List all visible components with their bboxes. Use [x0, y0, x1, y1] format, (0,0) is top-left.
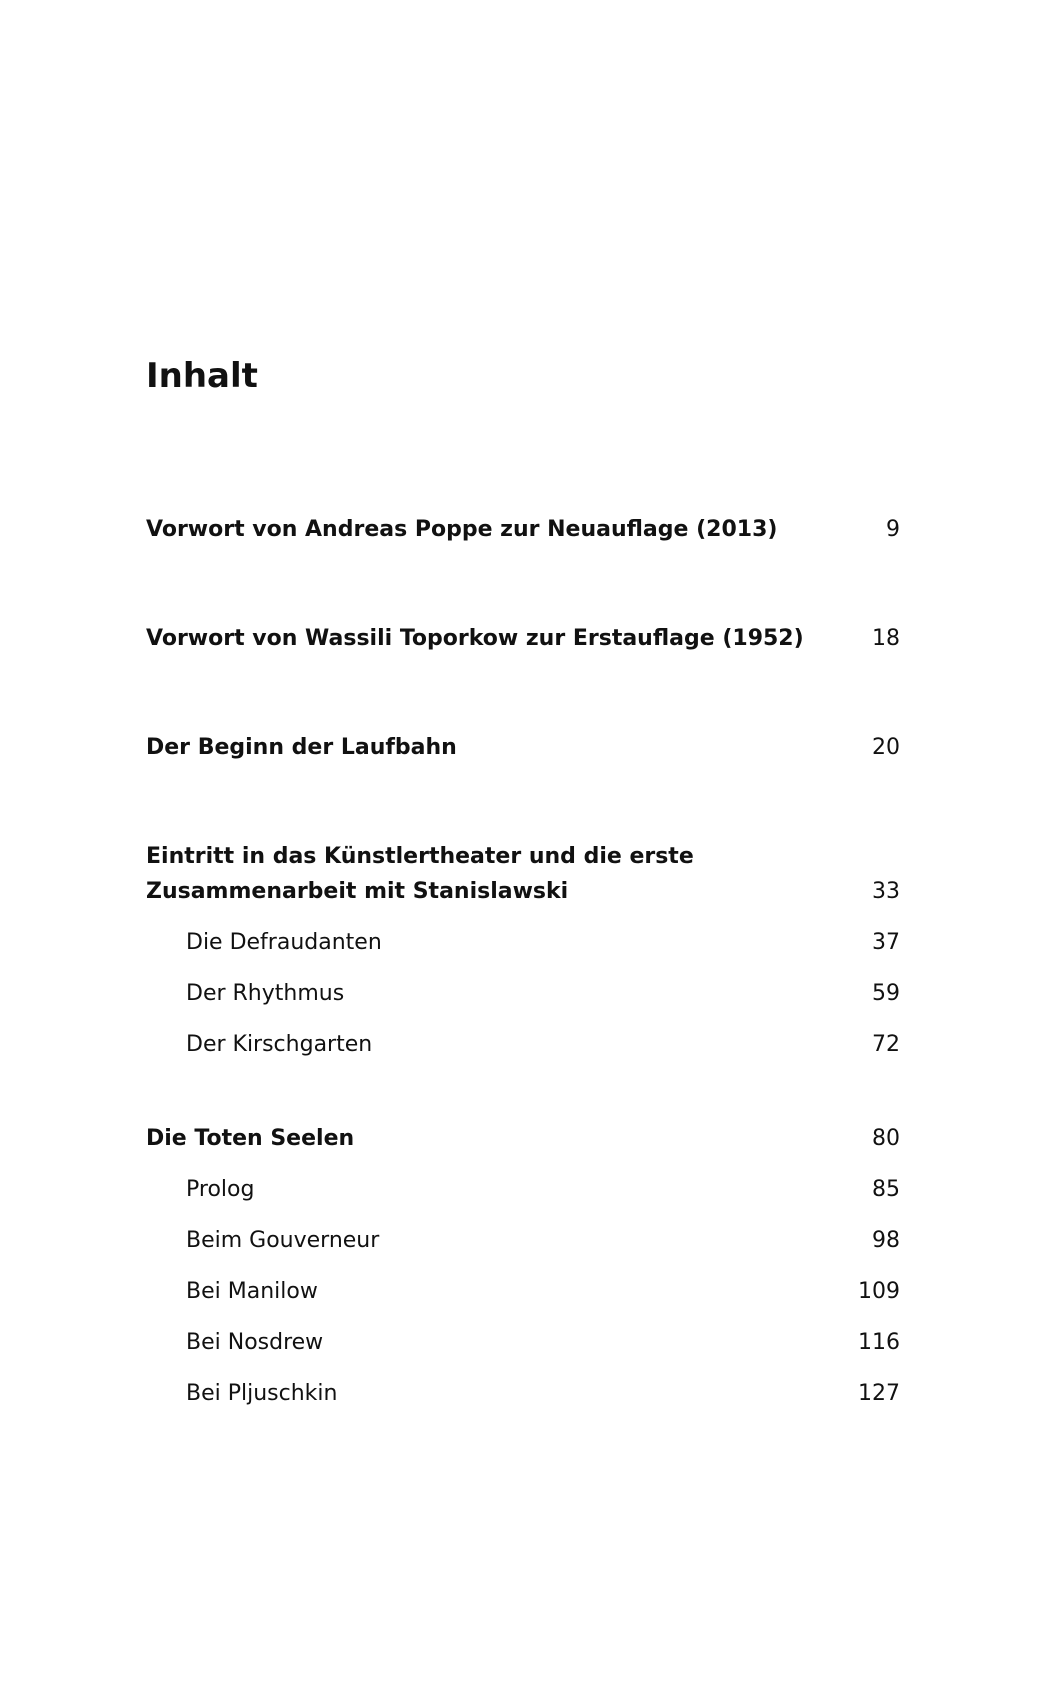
toc-entry-label: Bei Pljuschkin [186, 1381, 338, 1406]
toc-entry-page: 109 [858, 1279, 900, 1304]
toc-entry-label: Die Toten Seelen [146, 1126, 355, 1151]
toc-subentry-defraudanten [146, 925, 900, 960]
toc-entry-page: 9 [886, 517, 900, 542]
toc-entry-label-line2: Zusammenarbeit mit Stanislawski [146, 879, 569, 904]
toc-entry-label: Bei Nosdrew [186, 1330, 324, 1355]
toc-subentry-rhythmus [146, 976, 900, 1011]
toc-entry-page: 37 [872, 930, 900, 955]
toc-entry-page: 116 [858, 1330, 900, 1355]
toc-entry-label-line1: Eintritt in das Künstlertheater und die erste [146, 844, 694, 869]
toc-entry-label [146, 839, 694, 909]
toc-entry-label: Der Rhythmus [186, 981, 345, 1006]
toc-entry-toten-seelen [146, 1121, 900, 1156]
toc-subentry-gouverneur [146, 1223, 900, 1258]
toc-entry-page: 33 [872, 879, 900, 904]
toc-entry-page: 18 [872, 626, 900, 651]
toc-entry-page: 85 [872, 1177, 900, 1202]
toc-entry-page: 80 [872, 1126, 900, 1151]
toc-entry-label: Prolog [186, 1177, 255, 1202]
toc-entry-label: Der Kirschgarten [186, 1032, 373, 1057]
toc-entry-page: 127 [858, 1381, 900, 1406]
toc-entry-label [146, 730, 457, 765]
page-title: Inhalt [146, 356, 258, 396]
toc-entry-page: 59 [872, 981, 900, 1006]
toc-entry-label: Vorwort von Wassili Toporkow zur Erstauflage (1952) [146, 626, 804, 651]
toc-entry-page: 20 [872, 735, 900, 760]
toc-subentry-manilow [146, 1274, 900, 1309]
toc-entry-vorwort-poppe [146, 512, 900, 547]
toc-entry-beginn-laufbahn [146, 730, 900, 765]
toc-entry-label: Die Defraudanten [186, 930, 382, 955]
toc-subentry-pljuschkin [146, 1376, 900, 1411]
toc-subentry-prolog [146, 1172, 900, 1207]
toc-entry-page: 72 [872, 1032, 900, 1057]
toc-entry-page: 98 [872, 1228, 900, 1253]
toc-entry-label-text: Der Beginn der Laufbahn [146, 735, 457, 760]
toc-subentry-nosdrew [146, 1325, 900, 1360]
toc-subentry-kirschgarten [146, 1027, 900, 1062]
toc-entry-label: Vorwort von Andreas Poppe zur Neuauflage (2013) [146, 517, 778, 542]
toc-entry-vorwort-toporkow [146, 621, 900, 656]
toc-entry-label: Bei Manilow [186, 1279, 318, 1304]
toc-entry-kuenstlertheater [146, 839, 900, 909]
toc-entry-label: Beim Gouverneur [186, 1228, 380, 1253]
